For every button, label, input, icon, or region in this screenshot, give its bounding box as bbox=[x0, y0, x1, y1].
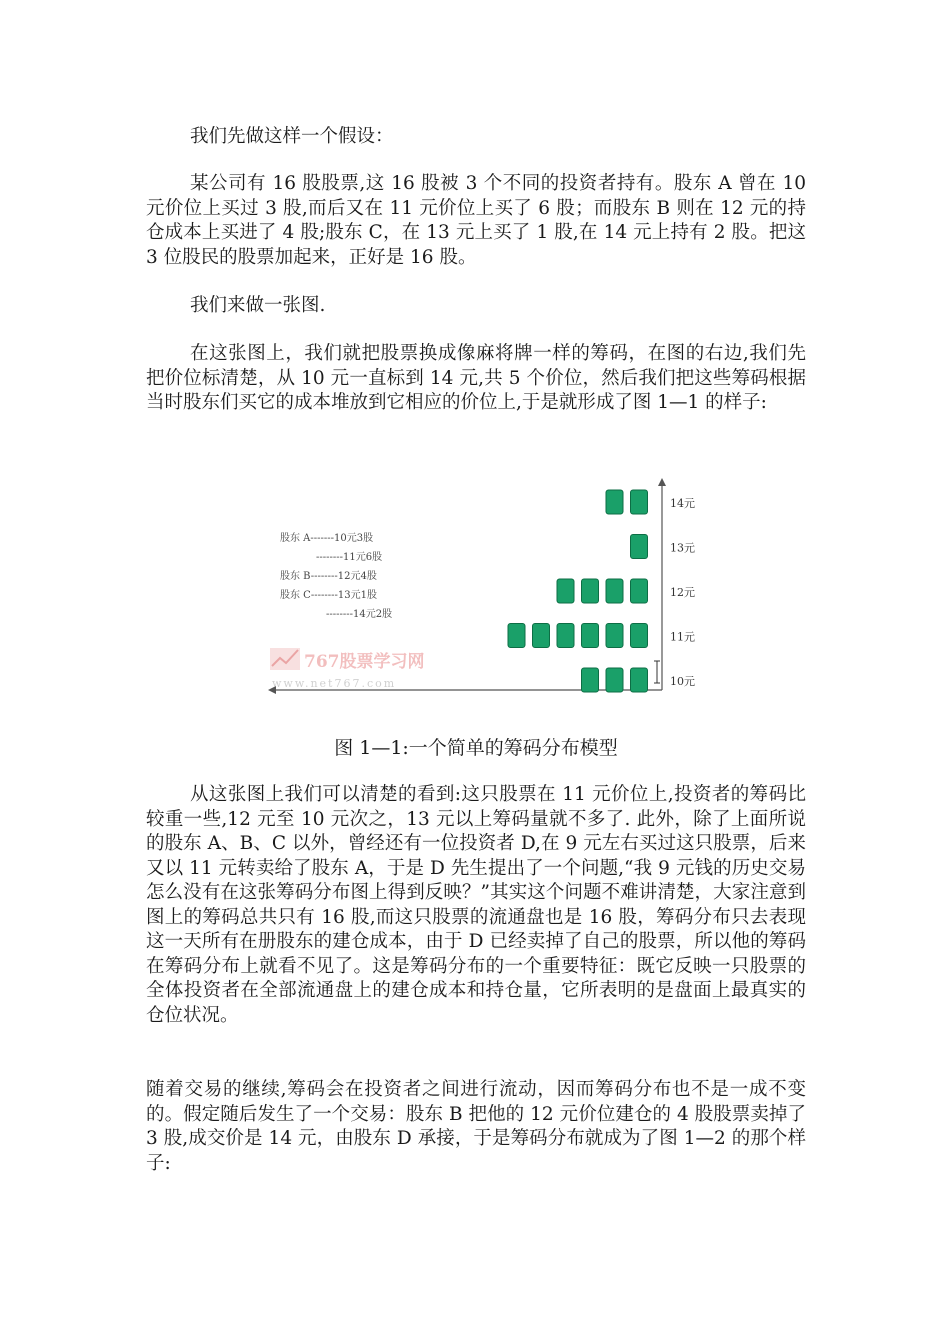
chip-14元 bbox=[631, 490, 648, 514]
legend-line-1: 股东 A-------10元3股 bbox=[280, 533, 374, 544]
chip-12元 bbox=[557, 579, 574, 603]
legend-line-4: 股东 C--------13元1股 bbox=[280, 590, 377, 601]
paragraph-5: 从这张图上我们可以清楚的看到:这只股票在 11 元价位上,投资者的筹码比较重一些,12 元至 10 元次之，13 元以上筹码量就不多了. 此外，除了上面所说的股东 A、B、C 以外，曾经还有一位投资者 D,在 9 元左右买过这只股票，后来又以 11 元转卖给了股东 A，于是 D 先生提出了一个问题,“我 9 元钱的历史交易怎么没有在这张筹码分布图上得到反映？”其实这个问题不难讲清楚，大家注意到图上的筹码总共只有 16 股,而这只股票的流通盘也是 16 股，筹码分布只去表现这一天所有在册股东的建仓成本，由于 D 已经卖掉了自己的股票，所以他的筹码在筹码分布上就看不见了。这是筹码分布的一个重要特征：既它反映一只股票的全体投资者在全部流通盘上的建仓成本和持仓量，它所表明的是盘面上最真实的仓位状况。 bbox=[146, 784, 806, 1026]
price-label-10元: 10元 bbox=[670, 675, 695, 688]
paragraph-1: 我们先做这样一个假设： bbox=[190, 126, 394, 147]
chip-distribution-chart bbox=[260, 478, 720, 708]
chip-10元 bbox=[631, 668, 648, 692]
price-label-12元: 12元 bbox=[670, 586, 695, 599]
chip-14元 bbox=[606, 490, 623, 514]
paragraph-4: 在这张图上，我们就把股票换成像麻将牌一样的筹码，在图的右边,我们先把价位标清楚，从 10 元一直标到 14 元,共 5 个价位，然后我们把这些筹码根据当时股东们买它的成本堆放到它相应的价位上,于是就形成了图 1—1 的样子: bbox=[146, 343, 806, 413]
price-label-13元: 13元 bbox=[670, 541, 695, 555]
price-label-11元: 11元 bbox=[670, 630, 695, 644]
paragraph-6: 随着交易的继续,筹码会在投资者之间进行流动，因而筹码分布也不是一成不变的。假定随后发生了一个交易：股东 B 把他的 12 元价位建仓的 4 股股票卖掉了 3 股,成交价是 14 元，由股东 D 承接，于是筹码分布就成为了图 1—2 的那个样子: bbox=[146, 1079, 806, 1174]
legend-line-2: --------11元6股 bbox=[316, 552, 383, 563]
paragraph-2: 某公司有 16 股股票,这 16 股被 3 个不同的投资者持有。股东 A 曾在 10 元价位上买过 3 股,而后又在 11 元价位上买了 6 股；而股东 B 则在 12 元的持仓成本上买进了 4 股;股东 C，在 13 元上买了 1 股,在 14 元上持有 2 股。把这 3 位股民的股票加起来，正好是 16 股。 bbox=[146, 173, 806, 268]
chip-11元 bbox=[508, 624, 525, 648]
chip-group bbox=[508, 490, 648, 692]
chip-distribution-figure bbox=[260, 478, 720, 708]
chip-12元 bbox=[631, 579, 648, 603]
legend-line-5: --------14元2股 bbox=[326, 609, 393, 620]
legend-line-3: 股东 B--------12元4股 bbox=[280, 571, 377, 582]
price-label-14元: 14元 bbox=[670, 497, 695, 510]
chip-13元 bbox=[631, 535, 648, 559]
watermark-url: www.net767.com bbox=[272, 677, 397, 690]
chip-11元 bbox=[606, 624, 623, 648]
chip-10元 bbox=[606, 668, 623, 692]
chip-12元 bbox=[606, 579, 623, 603]
vertical-axis-arrow bbox=[658, 478, 666, 486]
chip-10元 bbox=[582, 668, 599, 692]
watermark bbox=[270, 648, 425, 690]
chip-11元 bbox=[557, 624, 574, 648]
chip-11元 bbox=[631, 624, 648, 648]
chip-11元 bbox=[582, 624, 599, 648]
chip-12元 bbox=[582, 579, 599, 603]
paragraph-3: 我们来做一张图. bbox=[190, 295, 326, 316]
chip-11元 bbox=[533, 624, 550, 648]
figure-caption: 图 1—1:一个简单的筹码分布模型 bbox=[334, 737, 618, 759]
price-label-group bbox=[670, 497, 695, 688]
watermark-title: 767股票学习网 bbox=[304, 652, 425, 672]
